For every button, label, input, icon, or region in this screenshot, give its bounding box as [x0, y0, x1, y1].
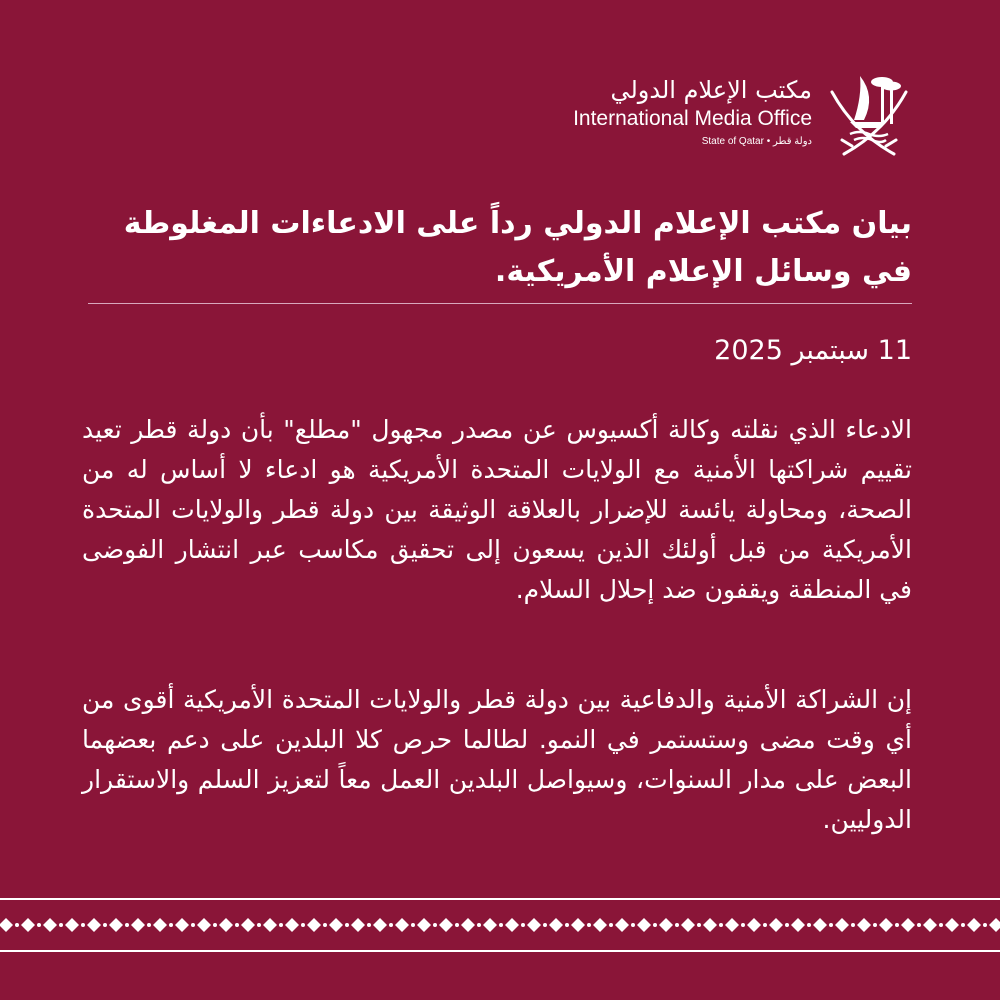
border-dot	[763, 923, 767, 927]
border-diamond	[175, 918, 189, 932]
statement-paragraph-2: إن الشراكة الأمنية والدفاعية بين دولة قطر والولايات المتحدة الأمريكية أقوى من أي وقت مضى وستستمر في النمو. لطالما حرص كلا البلدين على دعم بعضهما البعض على مدار السنوات، وسيواصل البلدين العمل معاً لتعزيز السلم والاستقرار الدوليين.	[82, 685, 912, 834]
border-diamond	[549, 918, 563, 932]
border-dot	[807, 923, 811, 927]
border-dot	[785, 923, 789, 927]
border-dot	[81, 923, 85, 927]
border-diamond	[857, 918, 871, 932]
border-dot	[59, 923, 63, 927]
border-dot	[345, 923, 349, 927]
border-dot	[653, 923, 657, 927]
border-dot	[939, 923, 943, 927]
border-dot	[301, 923, 305, 927]
border-diamond	[219, 918, 233, 932]
border-diamond	[923, 918, 937, 932]
border-dot	[543, 923, 547, 927]
border-diamond	[901, 918, 915, 932]
border-diamond	[395, 918, 409, 932]
statement-date: 11 سبتمبر 2025	[714, 335, 912, 366]
logo-arabic-name: مكتب الإعلام الدولي	[610, 75, 812, 104]
border-diamond	[351, 918, 365, 932]
border-dot	[719, 923, 723, 927]
border-dot	[147, 923, 151, 927]
border-diamond	[989, 918, 1000, 932]
border-dot	[411, 923, 415, 927]
border-dot	[565, 923, 569, 927]
border-dot	[961, 923, 965, 927]
border-dot	[741, 923, 745, 927]
border-dot	[37, 923, 41, 927]
border-dot	[191, 923, 195, 927]
border-diamond	[417, 918, 431, 932]
border-dot	[631, 923, 635, 927]
border-dot	[323, 923, 327, 927]
border-dot	[125, 923, 129, 927]
border-dot	[257, 923, 261, 927]
border-dot	[917, 923, 921, 927]
border-dot	[455, 923, 459, 927]
border-dot	[477, 923, 481, 927]
border-dot	[675, 923, 679, 927]
border-dot	[433, 923, 437, 927]
border-dot	[609, 923, 613, 927]
border-diamond	[769, 918, 783, 932]
border-dot	[983, 923, 987, 927]
logo-block	[573, 62, 914, 162]
border-dot	[169, 923, 173, 927]
border-diamond	[571, 918, 585, 932]
border-dot	[697, 923, 701, 927]
statement-paragraph-1: الادعاء الذي نقلته وكالة أكسيوس عن مصدر مجهول "مطلع" بأن دولة قطر تعيد تقييم شراكتها الأمنية مع الولايات المتحدة الأمريكية هو ادعاء لا أساس له من الصحة، ومحاولة يائسة للإضرار بالعلاقة الوثيقة بين دولة قطر والولايات المتحدة الأمريكية من قبل أولئك الذين يسعون إلى تحقيق مكاسب عبر انتشار الفوضى في المنطقة ويقفون ضد إحلال السلام.	[82, 415, 912, 604]
border-diamond	[65, 918, 79, 932]
border-dot	[279, 923, 283, 927]
border-diamond	[703, 918, 717, 932]
border-dot	[895, 923, 899, 927]
diamond-border-pattern	[0, 895, 1000, 955]
border-diamond	[615, 918, 629, 932]
logo-subtitle: State of Qatar • دولة قطر	[701, 135, 812, 147]
border-dot	[103, 923, 107, 927]
border-diamond	[967, 918, 981, 932]
border-dot	[15, 923, 19, 927]
border-diamond	[439, 918, 453, 932]
statement-title: بيان مكتب الإعلام الدولي رداً على الادعاءات المغلوطة في وسائل الإعلام الأمريكية.	[123, 206, 912, 289]
border-diamond	[879, 918, 893, 932]
border-diamond	[87, 918, 101, 932]
border-diamond	[153, 918, 167, 932]
border-dot	[499, 923, 503, 927]
border-diamond	[461, 918, 475, 932]
border-diamond	[659, 918, 673, 932]
border-diamond	[483, 918, 497, 932]
border-dot	[367, 923, 371, 927]
border-diamond	[197, 918, 211, 932]
border-diamond	[263, 918, 277, 932]
border-diamond	[813, 918, 827, 932]
border-diamond	[285, 918, 299, 932]
border-dot	[587, 923, 591, 927]
border-diamond	[131, 918, 145, 932]
border-dot	[213, 923, 217, 927]
border-diamond	[725, 918, 739, 932]
border-diamond	[109, 918, 123, 932]
border-diamond	[637, 918, 651, 932]
border-dot	[235, 923, 239, 927]
border-dot	[829, 923, 833, 927]
border-diamond	[593, 918, 607, 932]
border-diamond	[681, 918, 695, 932]
title-divider	[88, 303, 912, 304]
border-diamond	[241, 918, 255, 932]
qatar-emblem-icon	[824, 62, 914, 162]
border-diamond	[527, 918, 541, 932]
border-diamond	[791, 918, 805, 932]
logo-text	[573, 75, 812, 147]
border-diamond	[505, 918, 519, 932]
border-diamond	[835, 918, 849, 932]
border-diamond	[747, 918, 761, 932]
logo-english-name: International Media Office	[573, 106, 812, 130]
border-dot	[851, 923, 855, 927]
border-diamond	[0, 918, 13, 932]
border-diamond	[373, 918, 387, 932]
border-diamond	[329, 918, 343, 932]
border-dot	[521, 923, 525, 927]
border-diamond	[43, 918, 57, 932]
border-diamond	[307, 918, 321, 932]
border-dot	[873, 923, 877, 927]
border-dot	[389, 923, 393, 927]
border-diamond	[21, 918, 35, 932]
border-diamond	[945, 918, 959, 932]
